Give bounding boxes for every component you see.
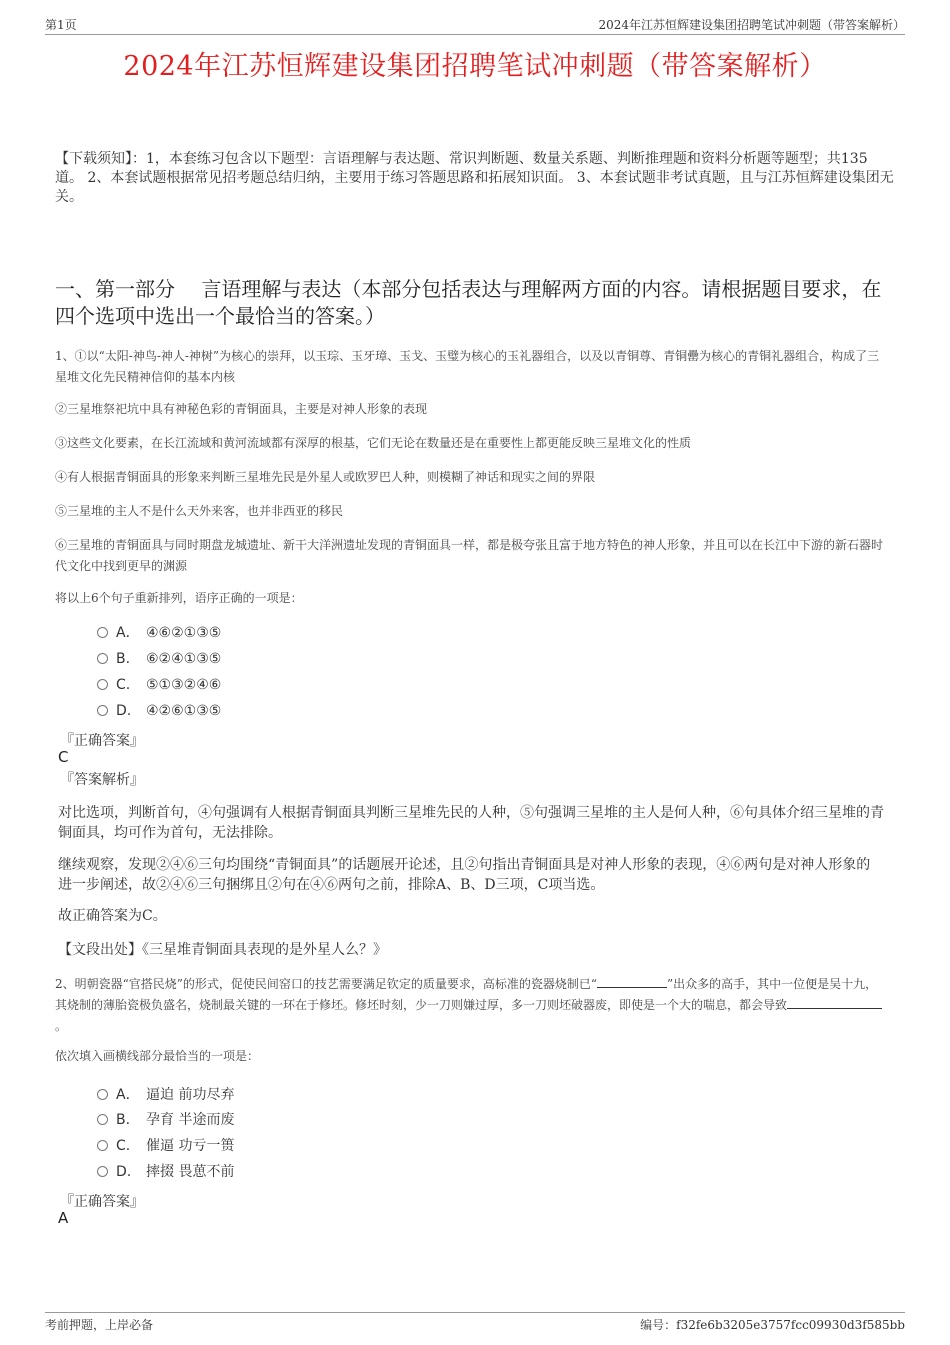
q2-option-c[interactable] <box>97 1136 234 1156</box>
header-doc-title: 2024年江苏恒辉建设集团招聘笔试冲刺题（带答案解析） <box>598 18 905 32</box>
q1-sentence-6: ⑥三星堆的青铜面具与同时期盘龙城遗址、新干大洋洲遗址发现的青铜面具一样，都是极夸张且富于地方特色的神人形象，并且可以在长江中下游的新石器时代文化中找到更早的渊源 <box>55 538 884 573</box>
q1-sentence-5: ⑤三星堆的主人不是什么天外来客，也并非西亚的移民 <box>55 504 344 518</box>
q1-analysis-1: 对比选项，判断首句，④句强调有人根据青铜面具判断三星堆先民的人种，⑤句强调三星堆的主人是何人种，⑥句具体介绍三星堆的青铜面具，均可作为首句，无法排除。 <box>58 805 884 841</box>
q1-sentence-1: 1、①以“太阳-神鸟-神人-神树”为核心的崇拜，以玉琮、玉牙璋、玉戈、玉璧为核心的玉礼器组合，以及以青铜尊、青铜罍为核心的青铜礼器组合，构成了三星堆文化先民精神信仰的基本内核 <box>55 349 880 384</box>
option-text: ④②⑥①③⑤ <box>146 703 222 719</box>
option-key: C. <box>116 1138 131 1154</box>
q1-option-b[interactable] <box>97 649 221 669</box>
q2-stem <box>55 974 888 1037</box>
option-key: A． <box>116 1087 140 1103</box>
option-text: 摔掇 畏葸不前 <box>146 1164 235 1180</box>
page-header <box>45 14 905 35</box>
footer-slogan: 考前押题，上岸必备 <box>45 1318 154 1332</box>
q2-option-a[interactable] <box>97 1085 234 1105</box>
option-text: ④⑥②①③⑤ <box>146 625 222 641</box>
option-key: D. <box>116 1164 132 1180</box>
q1-sentence-2: ②三星堆祭祀坑中具有神秘色彩的青铜面具，主要是对神人形象的表现 <box>55 402 428 416</box>
radio-icon[interactable] <box>97 1140 108 1151</box>
document-title: 2024年江苏恒辉建设集团招聘笔试冲刺题（带答案解析） <box>123 51 827 82</box>
option-key: D. <box>116 703 132 719</box>
page-footer <box>45 1312 905 1332</box>
q1-prompt: 将以上6个句子重新排列，语序正确的一项是： <box>55 591 303 605</box>
footer-id: 编号：f32fe6b3205e3757fcc09930d3f585bb <box>640 1318 905 1332</box>
q2-answer-label: 『正确答案』 <box>60 1194 144 1210</box>
q2-prompt: 依次填入画横线部分最恰当的一项是： <box>55 1049 260 1063</box>
q2-blank-2 <box>787 996 882 1009</box>
q2-option-b[interactable] <box>97 1110 234 1130</box>
q1-analysis-label: 『答案解析』 <box>60 772 144 788</box>
q1-sentence-4: ④有人根据青铜面具的形象来判断三星堆先民是外星人或欧罗巴人种，则模糊了神话和现实之间的界限 <box>55 470 596 484</box>
option-key: C. <box>116 677 131 693</box>
section-title: 一、第一部分 言语理解与表达（本部分包括表达与理解两方面的内容。请根据题目要求，在四个选项中选出一个最恰当的答案。） <box>55 277 882 328</box>
radio-icon[interactable] <box>97 627 108 638</box>
option-text: ⑥②④①③⑤ <box>146 651 222 667</box>
page-number: 第1页 <box>45 18 77 32</box>
q1-sentence-3: ③这些文化要素，在长江流域和黄河流域都有深厚的根基，它们无论在数量还是在重要性上都更能反映三星堆文化的性质 <box>55 436 692 450</box>
option-key: A． <box>116 625 140 641</box>
radio-icon[interactable] <box>97 679 108 690</box>
q1-answer: C <box>58 748 69 766</box>
radio-icon[interactable] <box>97 1089 108 1100</box>
option-key: B. <box>116 1112 131 1128</box>
q1-option-c[interactable] <box>97 675 221 695</box>
q1-analysis-2: 继续观察，发现②④⑥三句均围绕“青铜面具”的话题展开论述，且②句指出青铜面具是对神人形象的表现，④⑥两句是对神人形象的进一步阐述，故②④⑥三句捆绑且②句在④⑥两句之前，排除A、B、D三项，C项当选。 <box>58 857 871 893</box>
q2-stem-part-2: ”出众多的高手，其中一位便是吴十九，其烧制的薄胎瓷极负盛名，烧制最关键的一环在于修坯。修坯时刻，少一刀则嫌过厚，多一刀则坯破器废，即使是一个大的喘息，都会导致 <box>55 977 878 1012</box>
option-text: 逼迫 前功尽弃 <box>146 1087 235 1103</box>
q1-source: 【文段出处】《三星堆青铜面具表现的是外星人么？》 <box>58 942 387 958</box>
radio-icon[interactable] <box>97 1166 108 1177</box>
option-key: B. <box>116 651 131 667</box>
q1-option-a[interactable] <box>97 623 221 643</box>
q2-stem-part-1: 2、明朝瓷器“官搭民烧”的形式，促使民间窑口的技艺需要满足钦定的质量要求，高标准的瓷器烧制已“ <box>55 977 598 991</box>
option-text: 孕育 半途而废 <box>146 1112 235 1128</box>
option-text: 催逼 功亏一篑 <box>146 1138 235 1154</box>
q2-option-d[interactable] <box>97 1162 234 1182</box>
option-text: ⑤①③②④⑥ <box>146 677 222 693</box>
q2-blank-1 <box>597 975 667 988</box>
download-notice: 【下载须知】：1，本套练习包含以下题型：言语理解与表达题、常识判断题、数量关系题、判断推理题和资料分析题等题型；共135道。 2、本套试题根据常见招考题总结归纳，主要用于练习答题思路和拓展知识面。 3、本套试题非考试真题，且与江苏恒辉建设集团无关。 <box>55 151 894 205</box>
q1-analysis-3: 故正确答案为C。 <box>58 908 167 924</box>
radio-icon[interactable] <box>97 705 108 716</box>
radio-icon[interactable] <box>97 653 108 664</box>
q1-answer-label: 『正确答案』 <box>60 733 144 749</box>
radio-icon[interactable] <box>97 1114 108 1125</box>
q2-stem-part-3: 。 <box>55 1019 68 1033</box>
q1-option-d[interactable] <box>97 701 221 721</box>
q2-answer: A <box>58 1209 69 1227</box>
